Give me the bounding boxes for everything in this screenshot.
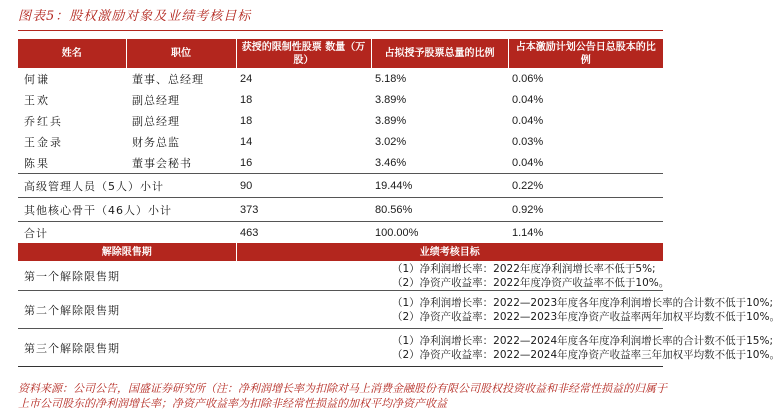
- grant-ratio: 80.56%: [371, 198, 508, 222]
- plan-row: [18, 261, 663, 291]
- capital-ratio: 0.22%: [508, 174, 663, 198]
- figure-title: 图表5：股权激励对象及业绩考核目标: [18, 9, 252, 24]
- plan-row: [18, 291, 663, 329]
- header-shares: 获授的限制性股票 数量（万股）: [236, 39, 371, 68]
- performance-target: [236, 291, 780, 329]
- subtotal-row: [18, 174, 663, 198]
- grant-ratio: 100.00%: [371, 222, 508, 244]
- shares-value: 18: [240, 93, 253, 106]
- unlock-period: 第一个解除限售期: [24, 269, 120, 283]
- shares-value: 24: [240, 72, 253, 85]
- grant-ratio: 3.89%: [375, 93, 407, 106]
- capital-ratio: 0.04%: [512, 93, 544, 106]
- capital-ratio: 0.92%: [508, 198, 663, 222]
- performance-target: [236, 261, 670, 291]
- title-divider: [18, 30, 663, 31]
- table-row: [18, 89, 663, 110]
- header-name: 姓名: [18, 39, 126, 68]
- person-name: 王金录: [24, 135, 63, 149]
- subtotal-row: [18, 198, 663, 222]
- header-performance-target: 业绩考核目标: [236, 243, 663, 261]
- capital-ratio: 0.03%: [512, 135, 544, 148]
- capital-ratio: 0.04%: [512, 156, 544, 169]
- table-row: [18, 68, 663, 89]
- shares-value: 14: [240, 135, 253, 148]
- grant-table: [18, 39, 780, 367]
- target-line: （1）净利润增长率：2022—2024年度各年度净利润增长率的合计数不低于15%;: [392, 334, 773, 347]
- capital-ratio: 0.06%: [512, 72, 544, 85]
- grant-ratio: 3.89%: [375, 114, 407, 127]
- header-share-of-capital: 占本激励计划公告日总股本的比例: [508, 39, 663, 68]
- shares-value: 16: [240, 156, 253, 169]
- table-row: [18, 152, 663, 174]
- person-name: 何谦: [24, 72, 50, 86]
- header-position: 职位: [126, 39, 236, 68]
- capital-ratio: 1.14%: [508, 222, 663, 244]
- person-name: 王欢: [24, 93, 50, 107]
- target-line: （2）净资产收益率：2022年度净资产收益率不低于10%。: [392, 276, 670, 289]
- target-line: （2）净资产收益率：2022—2024年度净资产收益率三年加权平均数不低于10%。: [392, 348, 780, 361]
- plan-row: [18, 329, 663, 367]
- grant-ratio: 3.46%: [375, 156, 407, 169]
- grant-ratio: 5.18%: [375, 72, 407, 85]
- unlock-period: 第三个解除限售期: [18, 329, 236, 367]
- total-row: [18, 222, 663, 244]
- shares-value: 90: [236, 174, 371, 198]
- person-position: 董事会秘书: [132, 156, 192, 170]
- subtotal-label: 其他核心骨干（46人）小计: [18, 198, 236, 222]
- source-note: 资料来源：公司公告，国盛证券研究所（注：净利润增长率为扣除对马上消费金融股份有限公司股权投资收益和非经常性损益的归属于上市公司股东的净利润增长率；净资产收益率为扣除非经常性损益的加权平均净资产收益: [18, 382, 667, 410]
- target-line: （1）净利润增长率：2022—2023年度各年度净利润增长率的合计数不低于10%;: [392, 296, 773, 309]
- target-line: （2）净资产收益率：2022—2023年度净资产收益率两年加权平均数不低于10%。: [392, 310, 780, 323]
- shares-value: 373: [236, 198, 371, 222]
- target-line: （1）净利润增长率：2022年度净利润增长率不低于5%;: [392, 262, 656, 275]
- person-name: 陈果: [24, 156, 50, 170]
- shares-value: 18: [240, 114, 253, 127]
- grant-ratio: 3.02%: [375, 135, 407, 148]
- person-name: 乔红兵: [24, 114, 63, 128]
- unlock-period: 第二个解除限售期: [18, 291, 236, 329]
- subtotal-label: 高级管理人员（5人）小计: [18, 174, 236, 198]
- table-row: [18, 110, 663, 131]
- performance-target: [236, 329, 780, 367]
- plan-header-row: [18, 243, 663, 261]
- capital-ratio: 0.04%: [512, 114, 544, 127]
- header-unlock-period: 解除限售期: [18, 243, 236, 261]
- shares-value: 463: [236, 222, 371, 244]
- person-position: 副总经理: [132, 114, 180, 128]
- person-position: 副总经理: [132, 93, 180, 107]
- header-share-of-grant: 占拟授予股票总量的比例: [371, 39, 508, 68]
- table-row: [18, 131, 663, 152]
- grant-ratio: 19.44%: [371, 174, 508, 198]
- person-position: 财务总监: [132, 135, 180, 149]
- total-label: 合计: [18, 222, 236, 244]
- person-position: 董事、总经理: [132, 72, 204, 86]
